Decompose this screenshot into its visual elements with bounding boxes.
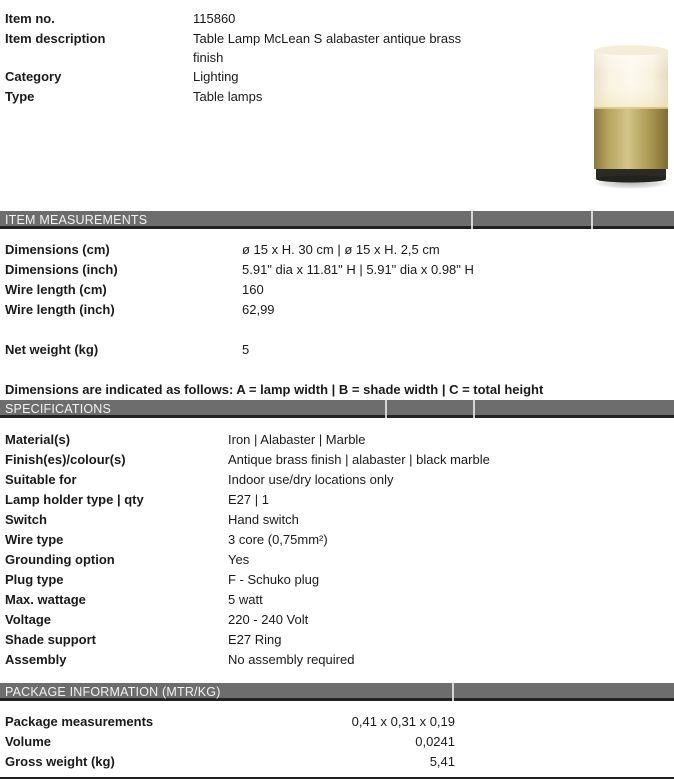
- lamp-body-brass-rim: [594, 107, 668, 109]
- spec-row: [0, 650, 674, 670]
- spec-row: [0, 510, 674, 530]
- lamp-base-bottom: [596, 176, 666, 183]
- package-rows: [0, 701, 674, 772]
- product-row: [0, 87, 674, 107]
- lamp-holder-value: E27 | 1: [228, 492, 269, 507]
- suitable-for-label: Suitable for: [5, 472, 77, 487]
- wire-type-label: Wire type: [5, 532, 64, 547]
- package-row: [0, 712, 674, 732]
- switch-value: Hand switch: [228, 512, 299, 527]
- gross-weight-label: Gross weight (kg): [5, 754, 115, 769]
- product-row: [0, 67, 674, 87]
- wire-length-inch-label: Wire length (inch): [5, 302, 115, 317]
- measurements-rows: [0, 229, 674, 360]
- max-wattage-value: 5 watt: [228, 592, 263, 607]
- bar-cell-separator: [385, 400, 387, 418]
- specifications-rows: [0, 418, 674, 670]
- voltage-value: 220 - 240 Volt: [228, 612, 309, 627]
- product-row: [0, 29, 674, 67]
- wire-length-cm-value: 160: [242, 282, 264, 297]
- materials-label: Material(s): [5, 432, 71, 447]
- shade-support-value: E27 Ring: [228, 632, 282, 647]
- net-weight-value: 5: [242, 342, 250, 357]
- lamp-holder-label: Lamp holder type | qty: [5, 492, 144, 507]
- spec-row: [0, 430, 674, 450]
- measurement-row: [0, 240, 674, 260]
- spec-row: [0, 450, 674, 470]
- item-description-value: Table Lamp McLean S alabaster antique brass finish: [193, 31, 462, 65]
- net-weight-label: Net weight (kg): [5, 342, 99, 357]
- dimensions-inch-value: 5.91" dia x 11.81" H | 5.91" dia x 0.98" H: [242, 262, 474, 277]
- max-wattage-label: Max. wattage: [5, 592, 86, 607]
- section-bar-specifications: [0, 400, 674, 418]
- wire-length-cm-label: Wire length (cm): [5, 282, 107, 297]
- finishes-label: Finish(es)/colour(s): [5, 452, 126, 467]
- section-bar-item-measurements: [0, 211, 674, 229]
- type-label: Type: [5, 89, 35, 104]
- category-label: Category: [5, 69, 62, 84]
- spec-row: [0, 550, 674, 570]
- spec-row: [0, 570, 674, 590]
- measurement-row: [0, 260, 674, 280]
- assembly-label: Assembly: [5, 652, 67, 667]
- gross-weight-value: 5,41: [429, 754, 455, 769]
- product-header-section: [0, 0, 674, 211]
- volume-label: Volume: [5, 734, 51, 749]
- package-measurements-value: 0,41 x 0,31 x 0,19: [351, 714, 455, 729]
- volume-value: 0,0241: [415, 734, 455, 749]
- spec-row: [0, 610, 674, 630]
- blank-row: [0, 320, 674, 340]
- section-title: PACKAGE INFORMATION (MTR/KG): [5, 685, 221, 699]
- spec-row: [0, 530, 674, 550]
- spec-row: [0, 490, 674, 510]
- measurement-row: [0, 340, 674, 360]
- finishes-value: Antique brass finish | alabaster | black marble: [228, 452, 490, 467]
- item-description-label: Item description: [5, 31, 106, 46]
- section-bar-package-information: [0, 683, 674, 701]
- product-row: [0, 9, 674, 29]
- lamp-body-brass: [594, 107, 668, 169]
- voltage-label: Voltage: [5, 612, 51, 627]
- product-image-area: [592, 41, 670, 191]
- bar-cell-separator: [473, 400, 475, 418]
- measurement-row: [0, 300, 674, 320]
- bar-cell-separator: [591, 211, 593, 229]
- grounding-value: Yes: [228, 552, 250, 567]
- switch-label: Switch: [5, 512, 47, 527]
- dimensions-cm-label: Dimensions (cm): [5, 242, 110, 257]
- bar-cell-separator: [452, 683, 454, 701]
- bar-cell-separator: [471, 211, 473, 229]
- item-no-value: 115860: [193, 11, 236, 26]
- spec-row: [0, 630, 674, 650]
- section-title: SPECIFICATIONS: [5, 402, 112, 416]
- spec-row: [0, 590, 674, 610]
- spec-row: [0, 470, 674, 490]
- grounding-label: Grounding option: [5, 552, 115, 567]
- dimensions-cm-value: ø 15 x H. 30 cm | ø 15 x H. 2,5 cm: [242, 242, 440, 257]
- category-value: Lighting: [193, 69, 239, 84]
- type-value: Table lamps: [193, 89, 263, 104]
- item-no-label: Item no.: [5, 11, 55, 26]
- package-row: [0, 732, 674, 752]
- materials-value: Iron | Alabaster | Marble: [228, 432, 366, 447]
- plug-type-value: F - Schuko plug: [228, 572, 320, 587]
- dimensions-note: Dimensions are indicated as follows: A = lamp width | B = shade width | C = total height: [5, 382, 544, 397]
- package-row: [0, 752, 674, 772]
- assembly-value: No assembly required: [228, 652, 355, 667]
- measurement-row: [0, 280, 674, 300]
- table-lamp-photo: [592, 41, 670, 191]
- section-title: ITEM MEASUREMENTS: [5, 213, 148, 227]
- shade-support-label: Shade support: [5, 632, 97, 647]
- lamp-shade-glow: [594, 49, 668, 107]
- plug-type-label: Plug type: [5, 572, 64, 587]
- suitable-for-value: Indoor use/dry locations only: [228, 472, 394, 487]
- wire-length-inch-value: 62,99: [242, 302, 275, 317]
- wire-type-value: 3 core (0,75mm²): [228, 532, 328, 547]
- package-measurements-label: Package measurements: [5, 714, 154, 729]
- dimensions-inch-label: Dimensions (inch): [5, 262, 118, 277]
